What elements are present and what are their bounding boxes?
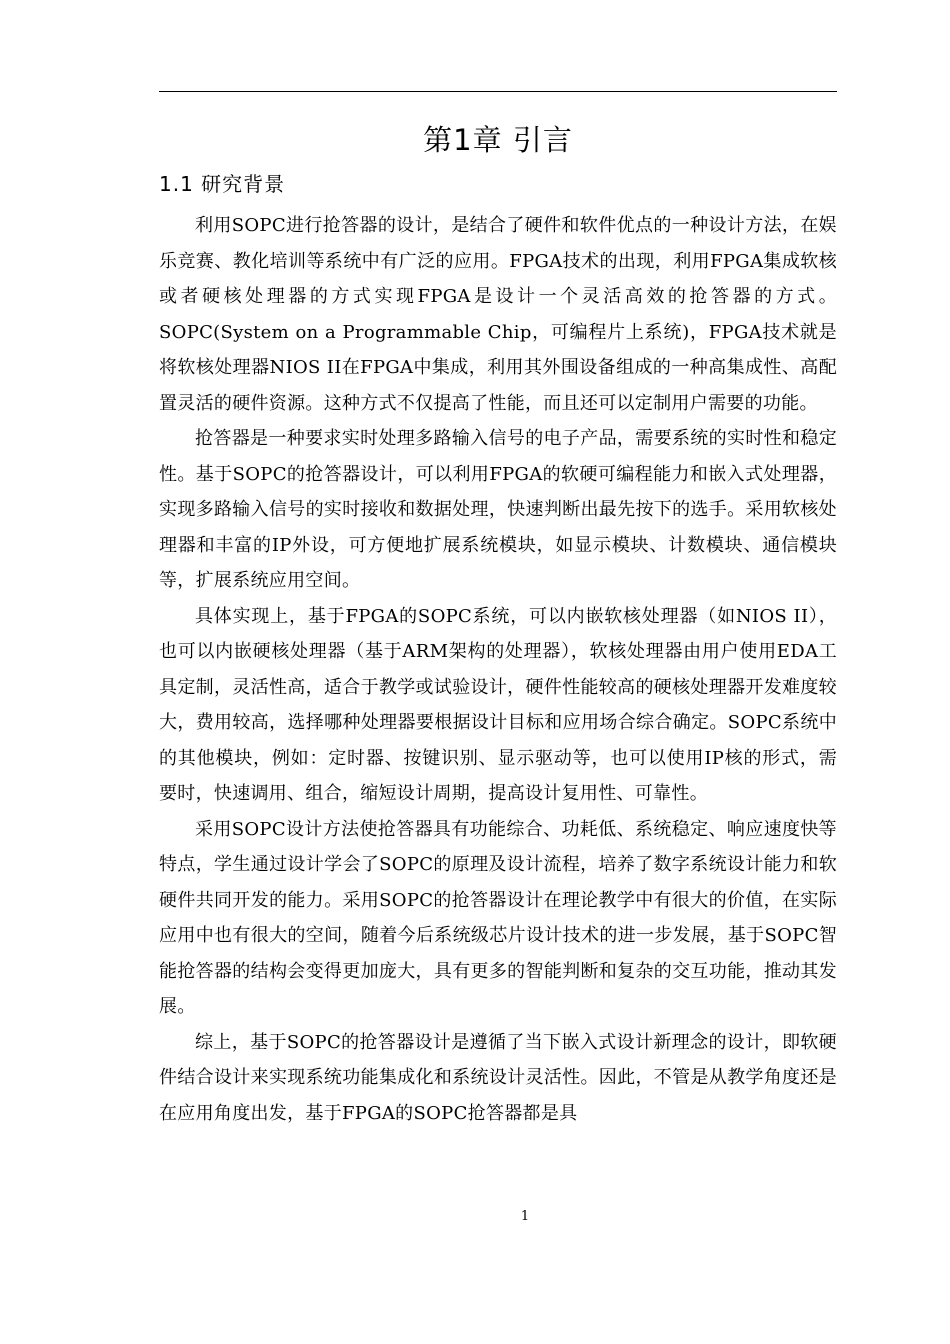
section-title: 1.1 研究背景 bbox=[159, 172, 286, 196]
paragraph-3: 具体实现上，基于FPGA的SOPC系统，可以内嵌软核处理器（如NIOS II），也可以内嵌硬核处理器（基于ARM架构的处理器），软核处理器由用户使用EDA工具定制，灵活性高，适合于教学或试验设计，硬件性能较高的硬核处理器开发难度较大，费用较高，选择哪种处理器要根据设计目标和应用场合综合确定。SOPC系统中的其他模块，例如：定时器、按键识别、显示驱动等，也可以使用IP核的形式，需要时，快速调用、组合，缩短设计周期，提高设计复用性、可靠性。 bbox=[159, 605, 837, 804]
page-number: 1 bbox=[520, 1209, 530, 1224]
paragraph-4: 采用SOPC设计方法使抢答器具有功能综合、功耗低、系统稳定、响应速度快等特点，学生通过设计学会了SOPC的原理及设计流程，培养了数字系统设计能力和软硬件共同开发的能力。采用SOPC的抢答器设计在理论教学中有很大的价值，在实际应用中也有很大的空间，随着今后系统级芯片设计技术的进一步发展，基于SOPC智能抢答器的结构会变得更加庞大，具有更多的智能判断和复杂的交互功能，推动其发展。 bbox=[159, 818, 837, 1017]
paragraph-2: 抢答器是一种要求实时处理多路输入信号的电子产品，需要系统的实时性和稳定性。基于SOPC的抢答器设计，可以利用FPGA的软硬可编程能力和嵌入式处理器，实现多路输入信号的实时接收和数据处理，快速判断出最先按下的选手。采用软核处理器和丰富的IP外设，可方便地扩展系统模块，如显示模块、计数模块、通信模块等，扩展系统应用空间。 bbox=[159, 428, 837, 591]
chapter-title: 第1章 引言 bbox=[423, 123, 573, 157]
header-rule bbox=[159, 91, 837, 92]
body-text bbox=[159, 208, 837, 1131]
paragraph-1: 利用SOPC进行抢答器的设计，是结合了硬件和软件优点的一种设计方法，在娱乐竞赛、教化培训等系统中有广泛的应用。FPGA技术的出现，利用FPGA集成软核或者硬核处理器的方式实现FPGA是设计一个灵活高效的抢答器的方式。SOPC(System on a Programmable Chip，可编程片上系统)，FPGA技术就是将软核处理器NIOS II在FPGA中集成，利用其外围设备组成的一种高集成性、高配置灵活的硬件资源。这种方式不仅提高了性能，而且还可以定制用户需要的功能。 bbox=[159, 215, 837, 414]
paragraph-5: 综上，基于SOPC的抢答器设计是遵循了当下嵌入式设计新理念的设计，即软硬件结合设计来实现系统功能集成化和系统设计灵活性。因此，不管是从教学角度还是在应用角度出发，基于FPGA的SOPC抢答器都是具 bbox=[159, 1031, 837, 1124]
